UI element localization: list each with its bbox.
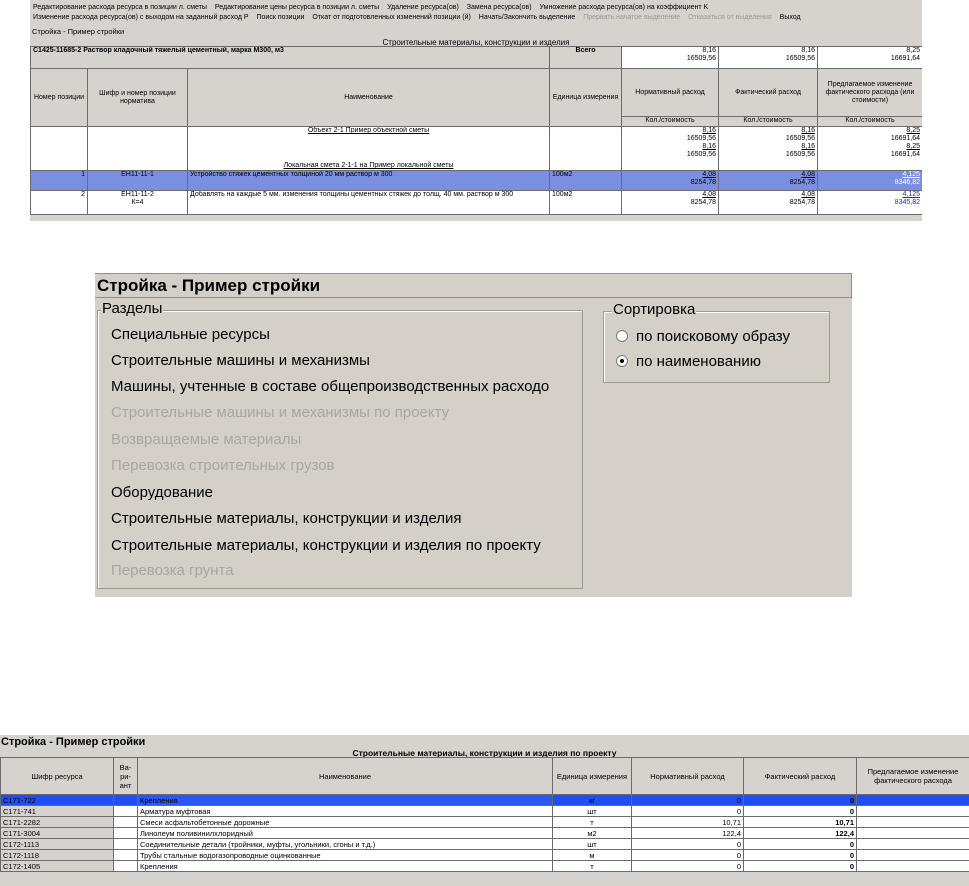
sorting-group [603,311,830,383]
window-title: Стройка - Пример стройки [1,736,146,748]
table-row[interactable]: 1 ЕН11-11-1 Устройство стяжек цементных толщиной 20 мм раствор м 300 100м2 4,08 8254,78 4,08 8254,78 4,125 8346,82 [31,171,923,191]
subheader-norm: Кол./стоимость [622,117,719,127]
row-unit: 100м2 [550,191,622,215]
resource-proposed: 8,25 16691,64 [818,47,922,69]
col-header-proposed: Предлагаемое изменение фактического расхода (или стоимости) [818,69,922,117]
menu-item-multiply-coefficient[interactable]: Умножение расхода ресурса(ов) на коэффициент K [539,4,709,11]
section-item-soil-transport[interactable]: Перевозка грунта [111,562,234,579]
menu-item-change-to-target[interactable]: Изменение расхода ресурса(ов) с выходом на заданный расход P [33,14,249,21]
menu-item-rollback[interactable]: Откат от подготовленных изменений позиции (й) [312,14,471,21]
row-name: Добавлять на каждые 5 мм. изменения толщины цементных стяжек до толщ. 40 мм. раствор м 300 [188,191,550,215]
section-selection-dialog [95,273,852,597]
breadcrumb: Стройка - Пример стройки [32,27,125,36]
table-header-row [31,69,923,117]
section-item-returnable-materials[interactable]: Возвращаемые материалы [111,431,302,448]
col-header-norm: Нормативный расход [632,758,744,795]
menu-item-edit-price[interactable]: Редактирование цены ресурса в позиции л. сметы [214,4,380,11]
resource-norm: 8,16 16509,56 [622,47,719,69]
dialog-title: Стройка - Пример стройки [95,273,852,298]
table-row[interactable]: С172-1405 Крепления т 0 0 [1,861,969,872]
menu-item-edit-consumption[interactable]: Редактирование расхода ресурса в позиции л. сметы [33,4,207,11]
col-header-unit: Единица измерения [553,758,632,795]
resource-edit-window [30,0,922,221]
section-title: Строительные материалы, конструкции и изделия [382,38,570,47]
row-unit: 100м2 [550,171,622,191]
row-code: ЕН11-11-2 К=4 [88,191,188,215]
materials-table [0,757,969,872]
object-estimate-label[interactable]: Объект 2-1 Пример объектной сметы [307,127,430,134]
proposed-link[interactable]: 4,125 [902,191,921,198]
subheader-fact: Кол./стоимость [719,117,818,127]
table-row[interactable]: С171-3004 Линолеум поливинилхлоридный м2 122,4 122,4 [1,828,969,839]
sort-by-search-pattern[interactable]: по поисковому образу [616,328,790,346]
radio-icon[interactable] [616,330,628,342]
col-header-fact: Фактический расход [719,69,818,117]
table-row[interactable]: С172-1113 Соединительные детали (тройники, муфты, угольники, сгоны и т.д.) шт 0 0 [1,839,969,850]
table-row[interactable]: С171-2282 Смеси асфальтобетонные дорожные т 10,71 10,71 [1,817,969,828]
col-header-norm: Нормативный расход [622,69,719,117]
table-row[interactable]: С171-741 Арматура муфтовая шт 0 0 [1,806,969,817]
section-item-project-materials[interactable]: Строительные материалы, конструкции и изделия по проекту [111,537,541,554]
menu-item-toggle-selection[interactable]: Начать/Закончить выделение [478,14,576,21]
col-header-code: Шифр и номер позиции норматива [88,69,188,127]
sections-legend: Разделы [102,300,163,317]
menu-item-find-position[interactable]: Поиск позиции [256,14,305,21]
total-label: Всего [550,47,622,69]
col-header-name: Наименование [138,758,553,795]
resource-fact: 8,16 16509,56 [719,47,818,69]
section-item-overhead-machines[interactable]: Машины, учтенные в составе общепроизводственных расходо [111,378,550,395]
menu-item-abort-selection[interactable]: Прервать начатое выделение [583,14,681,21]
col-header-proposed: Предлагаемое изменение фактического расхода [857,758,969,795]
group-norm: 8,16 16509,56 8,16 16509,56 [622,127,719,171]
estimate-group-row [31,127,923,171]
row-code: ЕН11-11-1 [88,171,188,191]
radio-checked-icon[interactable] [616,355,628,367]
section-title: Строительные материалы, конструкции и изделия по проекту [352,748,617,758]
sorting-legend: Сортировка [613,301,696,318]
col-header-code: Шифр ресурса [1,758,114,795]
col-header-variant: Ва-ри-ант [114,758,138,795]
proposed-link[interactable]: 4,125 [902,171,921,178]
section-item-materials[interactable]: Строительные материалы, конструкции и изделия [111,510,462,527]
menu-item-delete-resource[interactable]: Удаление ресурса(ов) [387,4,459,11]
local-estimate-label[interactable]: Локальная смета 2-1-1 на Пример локальной сметы [283,162,454,169]
col-header-name: Наименование [188,69,550,127]
section-item-project-machines[interactable]: Строительные машины и механизмы по проекту [111,404,450,421]
table-row[interactable]: С172-1118 Трубы стальные водогазопроводные оцинкованные м 0 0 [1,850,969,861]
subheader-proposed: Кол./стоимость [818,117,922,127]
menu-item-cancel-selection[interactable]: Отказаться от выделения [688,14,772,21]
row-name: Устройство стяжек цементных толщиной 20 мм раствор м 300 [188,171,550,191]
col-header-fact: Фактический расход [744,758,857,795]
group-proposed: 8,25 16691,64 8,25 16691,64 [818,127,922,171]
col-header-num: Номер позиции [31,69,88,127]
menu-item-replace-resource[interactable]: Замена ресурса(ов) [466,4,532,11]
resource-summary-row [31,47,923,69]
section-item-machines[interactable]: Строительные машины и механизмы [111,352,370,369]
table-header-row [1,758,969,795]
resource-table [30,46,922,215]
resource-name: С1425-11685-2 Раствор кладочный тяжелый цементный, марка М300, м3 [31,47,550,69]
project-materials-window [0,735,969,886]
col-header-unit: Единица измерения [550,69,622,127]
menu-item-exit[interactable]: Выход [779,14,801,21]
section-item-equipment[interactable]: Оборудование [111,484,214,501]
section-item-cargo-transport[interactable]: Перевозка строительных грузов [111,457,335,474]
table-row[interactable]: 2 ЕН11-11-2 К=4 Добавлять на каждые 5 мм. изменения толщины цементных стяжек до толщ. 40 мм. раствор м 300 100м2 4,08 8254,78 4,08 8254,78 4,125 8345,82 [31,191,923,215]
group-fact: 8,16 16509,56 8,16 16509,56 [719,127,818,171]
table-row[interactable]: С171-722 Крепления кг 0 0 [1,795,969,806]
section-item-special-resources[interactable]: Специальные ресурсы [111,326,270,343]
sort-by-name[interactable]: по наименованию [616,353,761,371]
action-menu-bar [33,3,919,23]
